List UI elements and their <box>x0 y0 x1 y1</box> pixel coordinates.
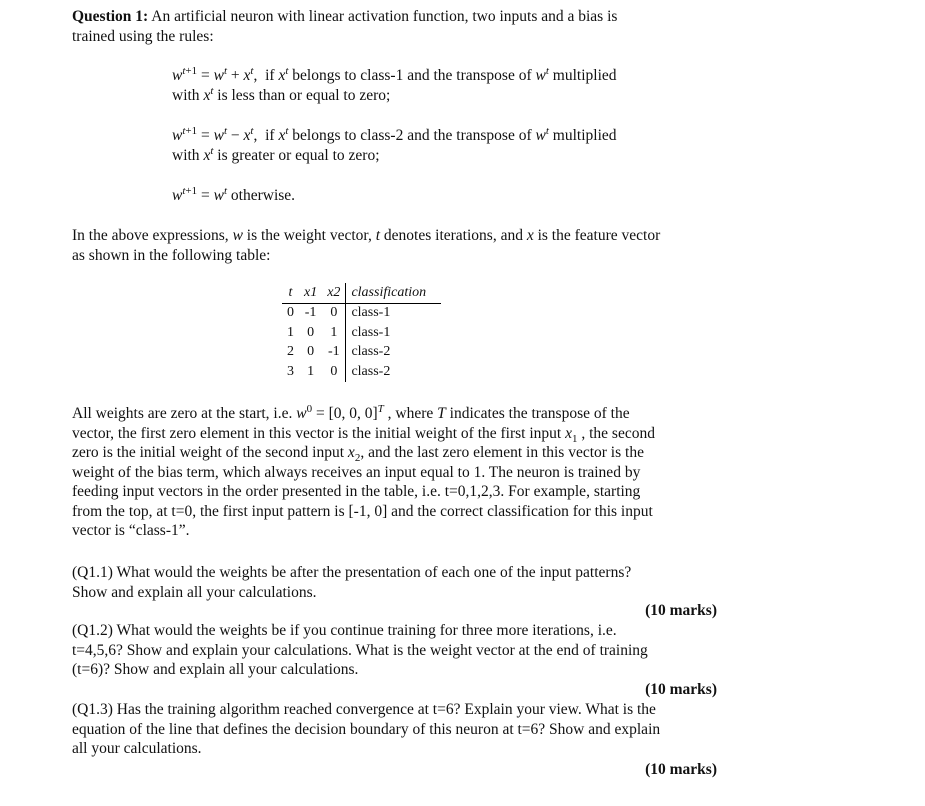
weights-text-3a: zero is the initial weight of the second input <box>72 444 348 461</box>
weights-text-1b: , where <box>383 405 438 422</box>
q11-line-2: Show and explain all your calculations. <box>72 583 317 601</box>
header-x2: x2 <box>322 283 346 303</box>
rule-1-text-c: with <box>172 87 204 104</box>
rule-2-text-c: with <box>172 147 204 164</box>
cell-t: 2 <box>287 344 294 360</box>
cell-x1: 0 <box>307 344 315 360</box>
explanation-paragraph: In the above expressions, w is the weight vector, t denotes iterations, and x is the feature vector as shown in the following table: <box>72 226 717 265</box>
q13-line-1: (Q1.3) Has the training algorithm reached convergence at t=6? Explain your view. What is the <box>72 701 656 718</box>
cell-x1: -1 <box>304 305 317 321</box>
intro-line-2: trained using the rules: <box>72 27 214 45</box>
rule-2-text-b: multiplied <box>548 127 617 144</box>
cell-classification: class-1 <box>346 323 441 343</box>
intro-line-1: An artificial neuron with linear activation function, two inputs and a bias is <box>151 8 618 25</box>
q13-line-3: all your calculations. <box>72 740 202 757</box>
q12-line-3: (t=6)? Show and explain all your calculations. <box>72 661 359 678</box>
weights-text-2b: , the second <box>577 424 655 442</box>
question-intro <box>72 7 717 46</box>
explanation-text-a: In the above expressions, <box>72 227 233 244</box>
table-row <box>282 303 441 323</box>
rule-2: $w^{t+1} = w^t - x^t$, if $x^t$ belongs to class-2 and the transpose of $w^t$ multiplied with $x^t$ is greater or equal to zero; <box>172 124 617 164</box>
weights-text-7: vector is “class-1”. <box>72 522 190 539</box>
question-heading: Question 1: <box>72 8 149 25</box>
cell-x1: 1 <box>307 363 315 379</box>
cell-t: 3 <box>287 363 294 379</box>
question-1-1 <box>72 563 717 602</box>
table-row <box>282 323 441 343</box>
cell-classification: class-2 <box>346 362 441 382</box>
table-row <box>282 362 441 382</box>
cell-classification: class-2 <box>346 343 441 363</box>
rule-2-text-d: is greater or equal to zero; <box>213 147 380 164</box>
question-1-2 <box>72 621 717 680</box>
explanation-text-c: denotes iterations, and <box>380 227 527 244</box>
initial-weight-vector: = [0, 0, 0] <box>315 405 378 422</box>
cell-classification: class-1 <box>346 303 441 323</box>
cell-x1: 0 <box>307 324 315 340</box>
weights-text-2a: vector, the first zero element in this vector is the initial weight of the first input <box>72 424 566 442</box>
weights-text-3b: and the last zero element in this vector is the <box>364 444 644 461</box>
rule-1: $w^{t+1} = w^t + x^t$, if $x^t$ belongs to class-1 and the transpose of $w^t$ multiplied with $x^t$ is less than or equal to zero; <box>172 64 617 104</box>
weights-paragraph: All weights are zero at the start, i.e. $w^0 = [0$, 0, 0]$^T$ , where T indicates the transpose of the vector, the first zero element in this vector is the initial weight of the first input $x_1$ , the second zero is the initial weight of the second input $x_2$, and the last zero element in this vector is the weight of the bias term, which always receives an input equal to 1. The neuron is trained by feeding input vectors in the order presented in the table, i.e. t=0,1,2,3. For example, starting from the top, at t=0, the first input pattern is [-1, 0] and the correct classification for this input vector is “class-1”. <box>72 404 717 541</box>
feature-table <box>282 283 441 382</box>
cell-x2: 1 <box>330 324 338 340</box>
weights-text-1a: All weights are zero at the start, i.e. <box>72 405 297 422</box>
q13-marks: (10 marks) <box>645 761 717 778</box>
rule-1-text-d: is less than or equal to zero; <box>213 87 391 104</box>
q12-line-1: (Q1.2) What would the weights be if you continue training for three more iterations, i.e. <box>72 622 617 639</box>
question-1-3 <box>72 700 717 759</box>
table-header-row <box>282 283 441 303</box>
weights-text-6: from the top, at t=0, the first input pattern is [-1, 0] and the correct classification for this input <box>72 502 653 520</box>
header-x1: x1 <box>299 283 322 303</box>
q13-line-2: equation of the line that defines the decision boundary of this neuron at t=6? Show and explain <box>72 720 661 738</box>
rule-3-text: otherwise. <box>227 187 296 204</box>
rule-1-text-b: multiplied <box>548 67 617 84</box>
cell-x2: -1 <box>327 344 340 360</box>
cell-t: 1 <box>287 324 294 340</box>
q11-marks: (10 marks) <box>645 602 717 619</box>
header-t: t <box>282 283 299 303</box>
cell-x2: 0 <box>330 363 338 379</box>
weights-text-4: weight of the bias term, which always receives an input equal to 1. The neuron is trained by <box>72 463 641 481</box>
explanation-text-d: is the feature vector <box>533 227 661 244</box>
cell-x2: 0 <box>330 305 338 321</box>
rule-3: $w^{t+1} = w^t$ otherwise. <box>172 184 296 204</box>
q12-line-2: t=4,5,6? Show and explain your calculations. What is the weight vector at the end of training <box>72 641 648 659</box>
rule-2-text-a: belongs to class-2 and the transpose of <box>288 127 536 144</box>
explanation-text-b: is the weight vector, <box>242 227 376 244</box>
cell-t: 0 <box>287 305 294 321</box>
table-row <box>282 343 441 363</box>
q12-marks: (10 marks) <box>645 681 717 698</box>
weights-text-1c: indicates the transpose of the <box>445 405 630 422</box>
header-classification: classification <box>346 283 441 303</box>
q11-line-1: (Q1.1) What would the weights be after the presentation of each one of the input patterns? <box>72 564 632 581</box>
rule-1-text-a: belongs to class-1 and the transpose of <box>288 67 536 84</box>
weights-text-5: feeding input vectors in the order presented in the table, i.e. t=0,1,2,3. For example, starting <box>72 483 641 500</box>
explanation-line-2: as shown in the following table: <box>72 246 271 264</box>
